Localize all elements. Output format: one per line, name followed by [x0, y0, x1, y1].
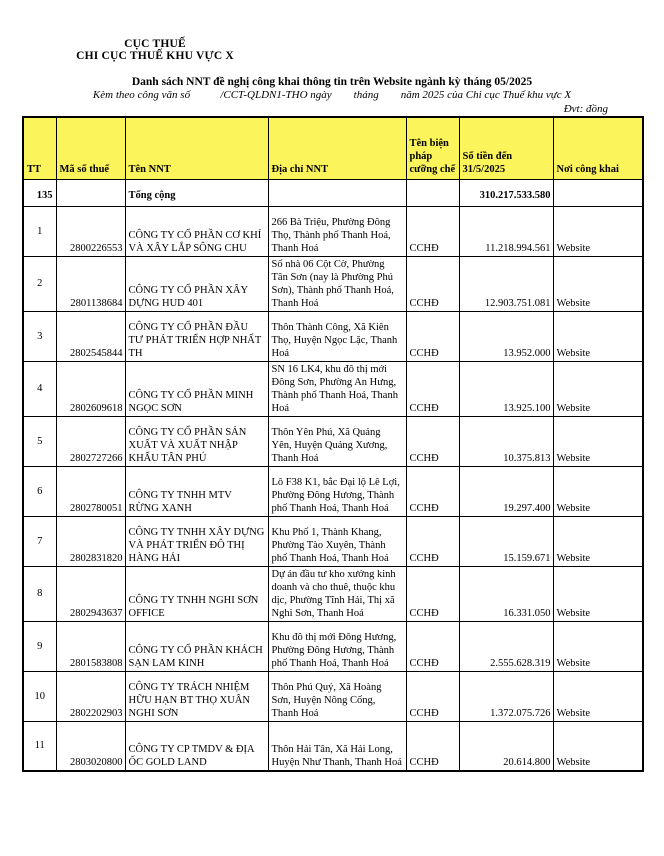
cell-tt: 11 [23, 721, 56, 771]
cell-address: Thôn Thành Công, Xã Kiên Thọ, Huyện Ngọc Lặc, Thanh Hoá [268, 311, 406, 361]
table-row [23, 206, 643, 256]
unit-note: Đvt: đồng [563, 103, 608, 115]
cell-name: CÔNG TY CỔ PHẦN KHÁCH SẠN LAM KINH [125, 621, 268, 671]
sub-agency-name: CHI CỤC THUẾ KHU VỰC X [76, 50, 234, 62]
cell-address: 266 Bà Triệu, Phường Đông Thọ, Thành phố Thanh Hoá, Thanh Hoá [268, 206, 406, 256]
cell-amount: 310.217.533.580 [459, 179, 553, 206]
cell-publish: Website [553, 466, 643, 516]
cell-tt: 7 [23, 516, 56, 566]
cell-tax_code: 2800226553 [56, 206, 125, 256]
document-title: Danh sách NNT đề nghị công khai thông tin trên Website ngành kỳ tháng 05/2025 [131, 76, 533, 88]
cell-address: SN 16 LK4, khu đô thị mới Đông Sơn, Phường An Hưng, Thành phố Thanh Hoá, Thanh Hoá [268, 361, 406, 416]
cell-amount: 11.218.994.561 [459, 206, 553, 256]
cell-tt: 10 [23, 671, 56, 721]
summary-row [23, 179, 643, 206]
cell-enforcement: CCHĐ [406, 721, 459, 771]
cell-enforcement: CCHĐ [406, 516, 459, 566]
cell-amount: 2.555.628.319 [459, 621, 553, 671]
table-row [23, 416, 643, 466]
cell-address: Thôn Hải Tân, Xã Hải Long, Huyện Như Thanh, Thanh Hoá [268, 721, 406, 771]
col-header-tt: TT [23, 117, 56, 179]
table-row [23, 621, 643, 671]
cell-enforcement [406, 179, 459, 206]
cell-tt: 5 [23, 416, 56, 466]
table-row [23, 361, 643, 416]
cell-name: CÔNG TY TNHH XÂY DỰNG VÀ PHÁT TRIỂN ĐÔ THỊ HÀNG HẢI [125, 516, 268, 566]
document-subtitle: Kèm theo công văn số /CCT-QLDN1-THO ngày tháng năm 2025 của Chi cục Thuế khu vực X [92, 89, 572, 101]
cell-tt: 4 [23, 361, 56, 416]
cell-enforcement: CCHĐ [406, 311, 459, 361]
cell-address: Số nhà 06 Cột Cờ, Phường Tân Sơn (nay là Phường Phú Sơn), Thành phố Thanh Hoá, Thanh Hoá [268, 256, 406, 311]
cell-tax_code [56, 179, 125, 206]
cell-amount: 20.614.800 [459, 721, 553, 771]
cell-enforcement: CCHĐ [406, 621, 459, 671]
letterhead [70, 38, 240, 62]
cell-publish: Website [553, 721, 643, 771]
cell-amount: 19.297.400 [459, 466, 553, 516]
cell-tt: 2 [23, 256, 56, 311]
cell-name: CÔNG TY CP TMDV & ĐỊA ỐC GOLD LAND [125, 721, 268, 771]
cell-name: CÔNG TY TNHH NGHI SƠN OFFICE [125, 566, 268, 621]
cell-tax_code: 2801583808 [56, 621, 125, 671]
col-header-tax_code: Mã số thuế [56, 117, 125, 179]
cell-name: Tổng cộng [125, 179, 268, 206]
table-row [23, 671, 643, 721]
cell-enforcement: CCHĐ [406, 361, 459, 416]
cell-tax_code: 2802780051 [56, 466, 125, 516]
cell-tt: 8 [23, 566, 56, 621]
cell-tax_code: 2803020800 [56, 721, 125, 771]
cell-publish [553, 179, 643, 206]
cell-enforcement: CCHĐ [406, 566, 459, 621]
cell-publish: Website [553, 206, 643, 256]
cell-publish: Website [553, 416, 643, 466]
cell-tax_code: 2802545844 [56, 311, 125, 361]
cell-tax_code: 2802831820 [56, 516, 125, 566]
table-row [23, 311, 643, 361]
cell-tax_code: 2802943637 [56, 566, 125, 621]
cell-amount: 15.159.671 [459, 516, 553, 566]
cell-tax_code: 2802609618 [56, 361, 125, 416]
cell-amount: 13.925.100 [459, 361, 553, 416]
cell-tax_code: 2802202903 [56, 671, 125, 721]
cell-tax_code: 2802727266 [56, 416, 125, 466]
cell-address: Khu đô thị mới Đông Hương, Phường Đông Hương, Thành phố Thanh Hoá, Thanh Hoá [268, 621, 406, 671]
cell-tt: 6 [23, 466, 56, 516]
col-header-name: Tên NNT [125, 117, 268, 179]
cell-tax_code: 2801138684 [56, 256, 125, 311]
cell-enforcement: CCHĐ [406, 671, 459, 721]
cell-name: CÔNG TY CỔ PHẦN MINH NGỌC SƠN [125, 361, 268, 416]
cell-amount: 12.903.751.081 [459, 256, 553, 311]
table-row [23, 466, 643, 516]
col-header-publish: Nơi công khai [553, 117, 643, 179]
cell-publish: Website [553, 361, 643, 416]
cell-enforcement: CCHĐ [406, 416, 459, 466]
table-row [23, 566, 643, 621]
cell-tt: 1 [23, 206, 56, 256]
cell-amount: 16.331.050 [459, 566, 553, 621]
table-header-row [23, 117, 643, 179]
cell-enforcement: CCHĐ [406, 466, 459, 516]
cell-tt: 9 [23, 621, 56, 671]
cell-publish: Website [553, 516, 643, 566]
col-header-address: Địa chỉ NNT [268, 117, 406, 179]
cell-amount: 13.952.000 [459, 311, 553, 361]
cell-amount: 1.372.075.726 [459, 671, 553, 721]
cell-enforcement: CCHĐ [406, 206, 459, 256]
cell-enforcement: CCHĐ [406, 256, 459, 311]
cell-publish: Website [553, 621, 643, 671]
col-header-enforcement: Tên biện pháp cưỡng chế [406, 117, 459, 179]
cell-address [268, 179, 406, 206]
col-header-amount: Số tiền đến 31/5/2025 [459, 117, 553, 179]
cell-publish: Website [553, 566, 643, 621]
cell-publish: Website [553, 256, 643, 311]
cell-name: CÔNG TY CỔ PHẦN SẢN XUẤT VÀ XUẤT NHẬP KHẨU TÂN PHÚ [125, 416, 268, 466]
cell-name: CÔNG TY CỔ PHẦN XÂY DỰNG HUD 401 [125, 256, 268, 311]
cell-name: CÔNG TY CỔ PHẦN ĐẦU TƯ PHÁT TRIỂN HỢP NHẤT TH [125, 311, 268, 361]
agency-name: CỤC THUẾ [124, 38, 186, 50]
cell-tt: 3 [23, 311, 56, 361]
cell-name: CÔNG TY CỔ PHẦN CƠ KHÍ VÀ XÂY LẮP SÔNG CHU [125, 206, 268, 256]
table-body [23, 179, 643, 771]
table-row [23, 256, 643, 311]
table-row [23, 516, 643, 566]
cell-address: Thôn Phú Quý, Xã Hoàng Sơn, Huyện Nông Cống, Thanh Hoá [268, 671, 406, 721]
cell-address: Khu Phố 1, Thành Khang, Phường Tào Xuyên, Thành phố Thanh Hoá, Thanh Hoá [268, 516, 406, 566]
cell-publish: Website [553, 311, 643, 361]
cell-address: Dự án đầu tư kho xưởng kinh doanh và cho thuê, thuộc khu dịc, Phường Tĩnh Hải, Thị xã Nghi Sơn, Thanh Hoá [268, 566, 406, 621]
table-row [23, 721, 643, 771]
cell-tt: 135 [23, 179, 56, 206]
taxpayer-table [22, 116, 644, 772]
cell-amount: 10.375.813 [459, 416, 553, 466]
cell-address: Thôn Yên Phú, Xã Quảng Yên, Huyện Quảng Xương, Thanh Hoá [268, 416, 406, 466]
cell-address: Lô F38 K1, bắc Đại lộ Lê Lợi, Phường Đông Hương, Thành phố Thanh Hoá, Thanh Hoá [268, 466, 406, 516]
cell-publish: Website [553, 671, 643, 721]
cell-name: CÔNG TY TNHH MTV RỪNG XANH [125, 466, 268, 516]
cell-name: CÔNG TY TRÁCH NHIỆM HỮU HẠN BT THỌ XUÂN NGHI SƠN [125, 671, 268, 721]
